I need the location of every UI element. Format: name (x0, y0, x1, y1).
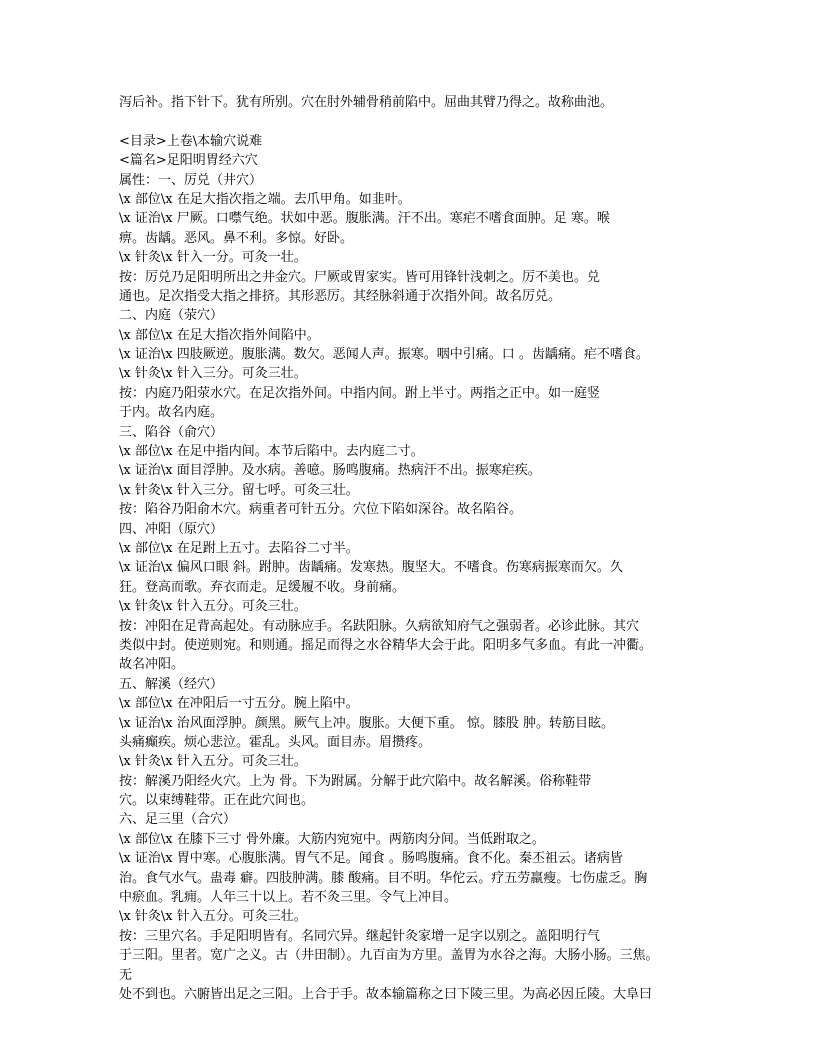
text-line: 按：陷谷乃阳俞木穴。病重者可针五分。穴位下陷如深谷。故名陷谷。 (119, 502, 523, 518)
text-line: 按：厉兑乃足阳明所出之井金穴。尸厥或胃家实。皆可用锋针浅刺之。厉不美也。兑 (119, 269, 601, 285)
text-line: \x 证治\x 胃中寒。心腹胀满。胃气不足。闻食 。肠鸣腹痛。食不化。秦丕祖云。诸病皆 (119, 851, 623, 867)
text-line: \x 部位\x 在足中指内间。本节后陷中。去内庭二寸。 (119, 444, 424, 460)
text-line: 治。食气水气。蛊毒 癖。四肢肿满。膝 酸痛。目不明。华佗云。疗五劳羸瘦。七伤虚乏。胸 (119, 870, 648, 886)
text-line: \x 针灸\x 针入三分。可灸三壮。 (119, 366, 307, 382)
text-line: \x 针灸\x 针入一分。可灸一壮。 (119, 250, 307, 266)
text-line: <篇名>足阳明胃经六穴 (119, 153, 258, 169)
text-line: 于内。故名内庭。 (119, 405, 224, 421)
text-line: \x 部位\x 在足跗上五寸。去陷谷二寸半。 (119, 540, 359, 556)
text-line: 痹。齿龋。恶风。鼻不利。多惊。好卧。 (119, 230, 354, 246)
text-line: \x 针灸\x 针入五分。可灸三壮。 (119, 754, 307, 770)
text-line: 按：冲阳在足背高起处。有动脉应手。名趺阳脉。久病欲知府气之强弱者。必诊此脉。其穴 (119, 618, 640, 634)
text-line: \x 部位\x 在足大指次指外间陷中。 (119, 327, 320, 343)
text-line: \x 部位\x 在冲阳后一寸五分。腕上陷中。 (119, 696, 359, 712)
text-line: 于三阳。里者。宽广之义。古（井田制）。九百亩为方里。盖胃为水谷之海。大肠小肠。三焦。 (119, 948, 659, 964)
document-page (119, 93, 699, 1004)
text-line: 无 (119, 967, 133, 983)
text-line: \x 证治\x 四肢厥逆。腹胀满。数欠。恶闻人声。振寒。咽中引痛。口 。齿龋痛。疟不嗜食。 (119, 347, 649, 363)
text-line: 故名冲阳。 (119, 657, 185, 673)
text-line: 狂。登高而歌。弃衣而走。足缓履不收。身前痛。 (119, 579, 406, 595)
text-line: 属性：一、厉兑（井穴） (119, 172, 263, 188)
text-line: 五、解溪（经穴） (119, 676, 224, 692)
text-line: 三、陷谷（俞穴） (119, 424, 224, 440)
text-line: 穴。以束缚鞋带。正在此穴间也。 (119, 793, 315, 809)
text-line: 按：解溪乃阳经火穴。上为 骨。下为跗属。分解于此穴陷中。故名解溪。俗称鞋带 (119, 773, 592, 789)
text-line: 类似中封。使逆则宛。和则通。摇足而得之水谷精华大会于此。阳明多气多血。有此一冲衢。 (119, 637, 653, 653)
text-line: \x 证治\x 面目浮肿。及水病。善噫。肠鸣腹痛。热病汗不出。振寒疟疾。 (119, 463, 541, 479)
text-line: \x 证治\x 偏风口眼 斜。跗肿。齿龋痛。发寒热。腹坚大。不嗜食。伤寒病振寒而欠。久 (119, 560, 623, 576)
text-line: \x 针灸\x 针入三分。留七呼。可灸三壮。 (119, 482, 359, 498)
text-line: \x 证治\x 治风面浮肿。颜黑。厥气上冲。腹胀。大便下重。 惊。膝股 肿。转筋目眩。 (119, 715, 614, 731)
text-line: 处不到也。六腑皆出足之三阳。上合于手。故本输篇称之曰下陵三里。为高必因丘陵。大阜曰 (119, 986, 653, 1002)
blank-line (119, 112, 699, 131)
text-line: \x 针灸\x 针入五分。可灸三壮。 (119, 599, 307, 615)
text-line: 头痛癫疾。烦心悲泣。霍乱。头风。面目赤。眉攒疼。 (119, 734, 432, 750)
text-line: \x 部位\x 在足大指次指之端。去爪甲角。如韭叶。 (119, 191, 411, 207)
text-line: 二、内庭（荥穴） (119, 308, 224, 324)
text-line: 六、足三里（合穴） (119, 812, 237, 828)
text-line: 中瘀血。乳痈。人年三十以上。若不灸三里。令气上冲目。 (119, 890, 458, 906)
text-line: \x 证治\x 尸厥。口噤气绝。状如中恶。腹胀满。汗不出。寒疟不嗜食面肿。足 寒。喉 (119, 211, 610, 227)
text-line: 四、冲阳（原穴） (119, 521, 224, 537)
text-line: <目录>上卷\本输穴说难 (119, 133, 263, 149)
text-line: 泻后补。指下针下。犹有所别。穴在肘外辅骨稍前陷中。屈曲其臂乃得之。故称曲池。 (119, 95, 614, 110)
text-line: 按：三里穴名。手足阳明皆有。名同穴异。继起针灸家增一足字以别之。盖阳明行气 (119, 928, 601, 944)
text-line: \x 部位\x 在膝下三寸 骨外廉。大筋内宛宛中。两筋肉分间。当低跗取之。 (119, 831, 545, 847)
text-line: 按：内庭乃阳荥水穴。在足次指外间。中指内间。跗上半寸。两指之正中。如一庭竖 (119, 385, 601, 401)
text-line: 通也。足次指受大指之排挤。其形恶厉。其经脉斜通于次指外间。故名厉兑。 (119, 288, 562, 304)
text-line: \x 针灸\x 针入五分。可灸三壮。 (119, 909, 307, 925)
